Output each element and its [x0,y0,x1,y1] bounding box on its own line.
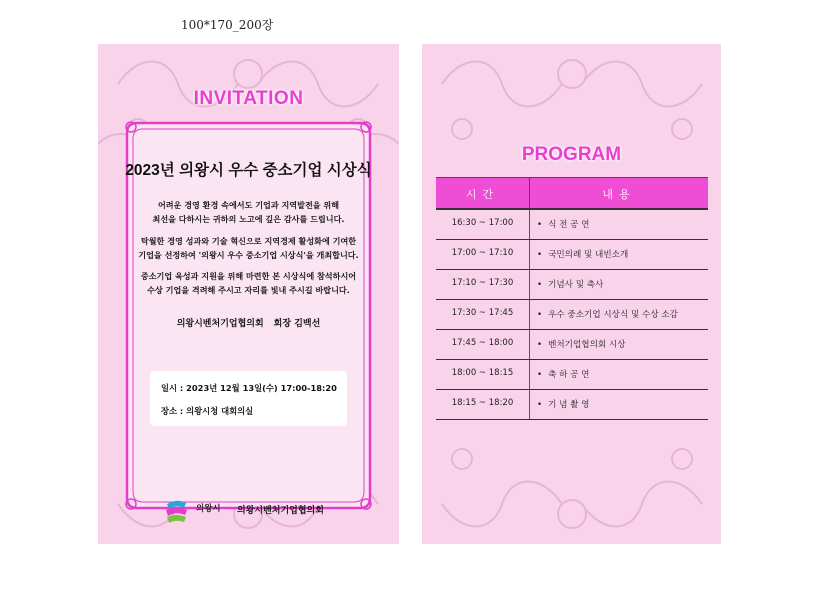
column-header-content: 내용 [602,188,636,201]
row-content: • 축 하 공 연 [537,370,590,380]
table-header [436,177,708,210]
city-logo-icon [164,498,190,524]
row-time: 18:00 ~ 18:15 [451,368,514,378]
row-content: • 우수 중소기업 시상식 및 수상 소감 [537,310,678,320]
row-time: 17:30 ~ 17:45 [451,308,514,318]
print-spec-label: 100*170_200장 [181,18,274,32]
table-row [436,390,708,420]
row-time: 17:45 ~ 18:00 [451,338,514,348]
program-card [422,44,721,544]
invitation-paragraph [128,235,369,262]
event-title: 2023년 의왕시 우수 중소기업 시상식 [125,162,372,179]
table-row [436,270,708,300]
row-content: • 기념사 및 축사 [537,280,604,290]
damask-pattern-icon [422,414,721,544]
paragraph-line: 탁월한 경영 성과와 기술 혁신으로 지역경제 활성화에 기여한 [140,236,357,246]
invitation-paragraph [128,199,369,226]
row-time: 17:10 ~ 17:30 [451,278,514,288]
table-row [436,330,708,360]
invitation-card [98,44,399,544]
column-header-time: 시간 [465,188,500,201]
logo-text: 의왕시 [196,504,221,514]
paragraph-line: 최선을 다하시는 귀하의 노고에 깊은 감사를 드립니다. [152,213,345,224]
sender-name: 회장 김백선 [273,319,321,329]
paragraph-line: 중소기업 육성과 지원을 위해 마련한 본 시상식에 참석하시어 [140,271,357,281]
footer-org: 의왕시벤처기업협의회 [237,506,324,516]
table-row [436,210,708,240]
row-content: • 벤처기업협의회 시상 [537,340,626,350]
row-time: 18:15 ~ 18:20 [451,398,514,408]
invitation-heading: INVITATION [193,88,304,109]
sender-signature [98,316,399,329]
row-content: • 국민의례 및 내빈소개 [537,250,629,260]
invitation-paragraph [128,270,369,297]
event-date: 일시 : 2023년 12월 13일(수) 17:00-18:20 [161,383,337,393]
program-heading: PROGRAM [521,144,622,165]
event-info-box [150,371,347,426]
program-table [436,177,708,420]
table-row [436,300,708,330]
table-row [436,240,708,270]
row-content: • 식 전 공 연 [537,220,590,230]
row-time: 17:00 ~ 17:10 [451,248,514,258]
paragraph-line: 수상 기업을 격려해 주시고 자리를 빛내 주시길 바랍니다. [147,284,350,295]
paragraph-line: 어려운 경영 환경 속에서도 기업과 지역발전을 위해 [157,200,340,210]
paragraph-line: 기업을 선정하여 '의왕시 우수 중소기업 시상식'을 개최합니다. [138,249,359,260]
sender-org: 의왕시벤처기업협의회 [176,319,264,329]
row-content: • 기 념 촬 영 [537,400,590,410]
row-time: 16:30 ~ 17:00 [451,218,514,228]
event-place: 장소 : 의왕시청 대회의실 [161,406,254,416]
table-row [436,360,708,390]
